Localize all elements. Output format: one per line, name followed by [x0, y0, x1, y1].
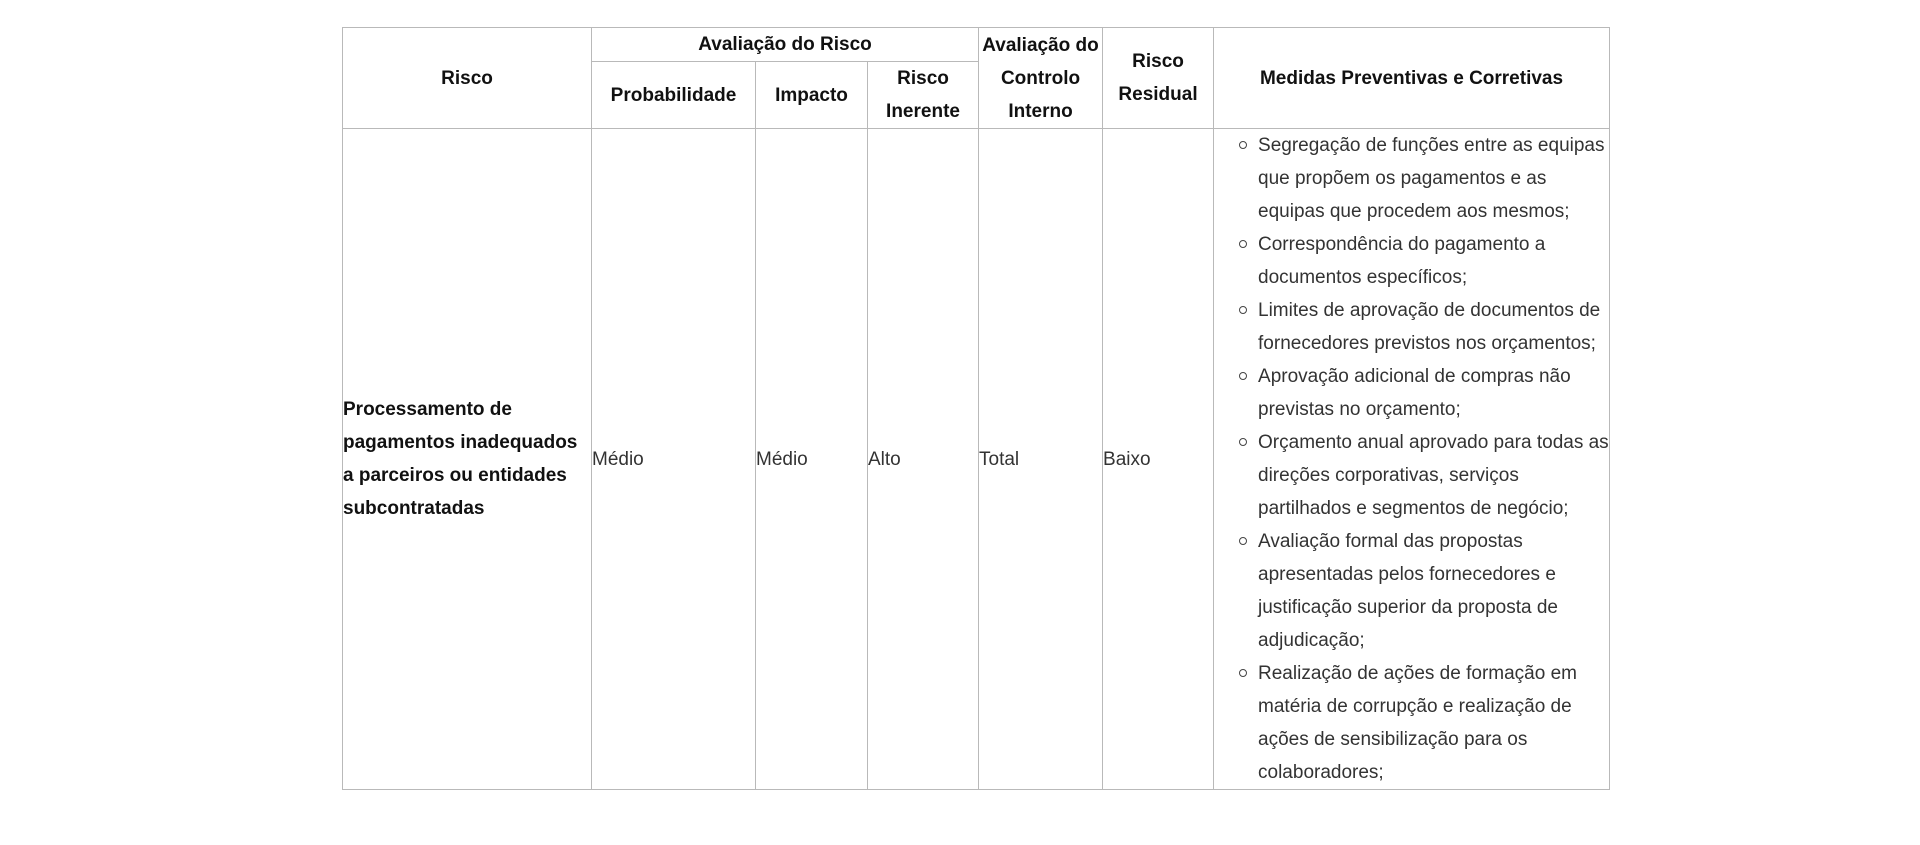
list-item — [1229, 657, 1609, 789]
measure-text: Aprovação adicional de compras não previstas no orçamento; — [1258, 366, 1571, 420]
list-item — [1229, 228, 1609, 294]
list-item — [1229, 360, 1609, 426]
list-item — [1229, 294, 1609, 360]
circle-bullet-icon — [1239, 537, 1247, 545]
list-item — [1229, 525, 1609, 657]
cell-impact: Médio — [756, 129, 868, 790]
header-residual-risk: Risco Residual — [1103, 28, 1214, 129]
header-internal-control: Avaliação do Controlo Interno — [979, 28, 1103, 129]
header-inherent-risk: Risco Inerente — [868, 62, 979, 129]
header-impact: Impacto — [756, 62, 868, 129]
table-row — [343, 129, 1610, 790]
measure-text: Orçamento anual aprovado para todas as direções corporativas, serviços partilhados e segmentos de negócio; — [1258, 432, 1609, 519]
circle-bullet-icon — [1239, 372, 1247, 380]
cell-probability: Médio — [592, 129, 756, 790]
measure-text: Limites de aprovação de documentos de fornecedores previstos nos orçamentos; — [1258, 300, 1601, 354]
cell-inherent-risk: Alto — [868, 129, 979, 790]
cell-residual-risk: Baixo — [1103, 129, 1214, 790]
list-item — [1229, 426, 1609, 525]
list-item — [1229, 129, 1609, 228]
cell-risk: Processamento de pagamentos inadequados a parceiros ou entidades subcontratadas — [343, 129, 592, 790]
header-row-1 — [343, 28, 1610, 62]
circle-bullet-icon — [1239, 240, 1247, 248]
cell-measures — [1214, 129, 1610, 790]
measures-list — [1214, 129, 1609, 789]
header-risk-assessment: Avaliação do Risco — [592, 28, 979, 62]
circle-bullet-icon — [1239, 438, 1247, 446]
risk-table — [342, 27, 1610, 790]
circle-bullet-icon — [1239, 669, 1247, 677]
circle-bullet-icon — [1239, 141, 1247, 149]
header-measures: Medidas Preventivas e Corretivas — [1214, 28, 1610, 129]
measure-text: Correspondência do pagamento a documentos específicos; — [1258, 234, 1546, 288]
measure-text: Segregação de funções entre as equipas que propõem os pagamentos e as equipas que procedem aos mesmos; — [1258, 135, 1605, 222]
measure-text: Avaliação formal das propostas apresentadas pelos fornecedores e justificação superior da proposta de adjudicação; — [1258, 531, 1558, 651]
circle-bullet-icon — [1239, 306, 1247, 314]
header-risk: Risco — [343, 28, 592, 129]
measure-text: Realização de ações de formação em matéria de corrupção e realização de ações de sensibilização para os colaboradores; — [1258, 663, 1577, 783]
header-probability: Probabilidade — [592, 62, 756, 129]
cell-internal-control: Total — [979, 129, 1103, 790]
